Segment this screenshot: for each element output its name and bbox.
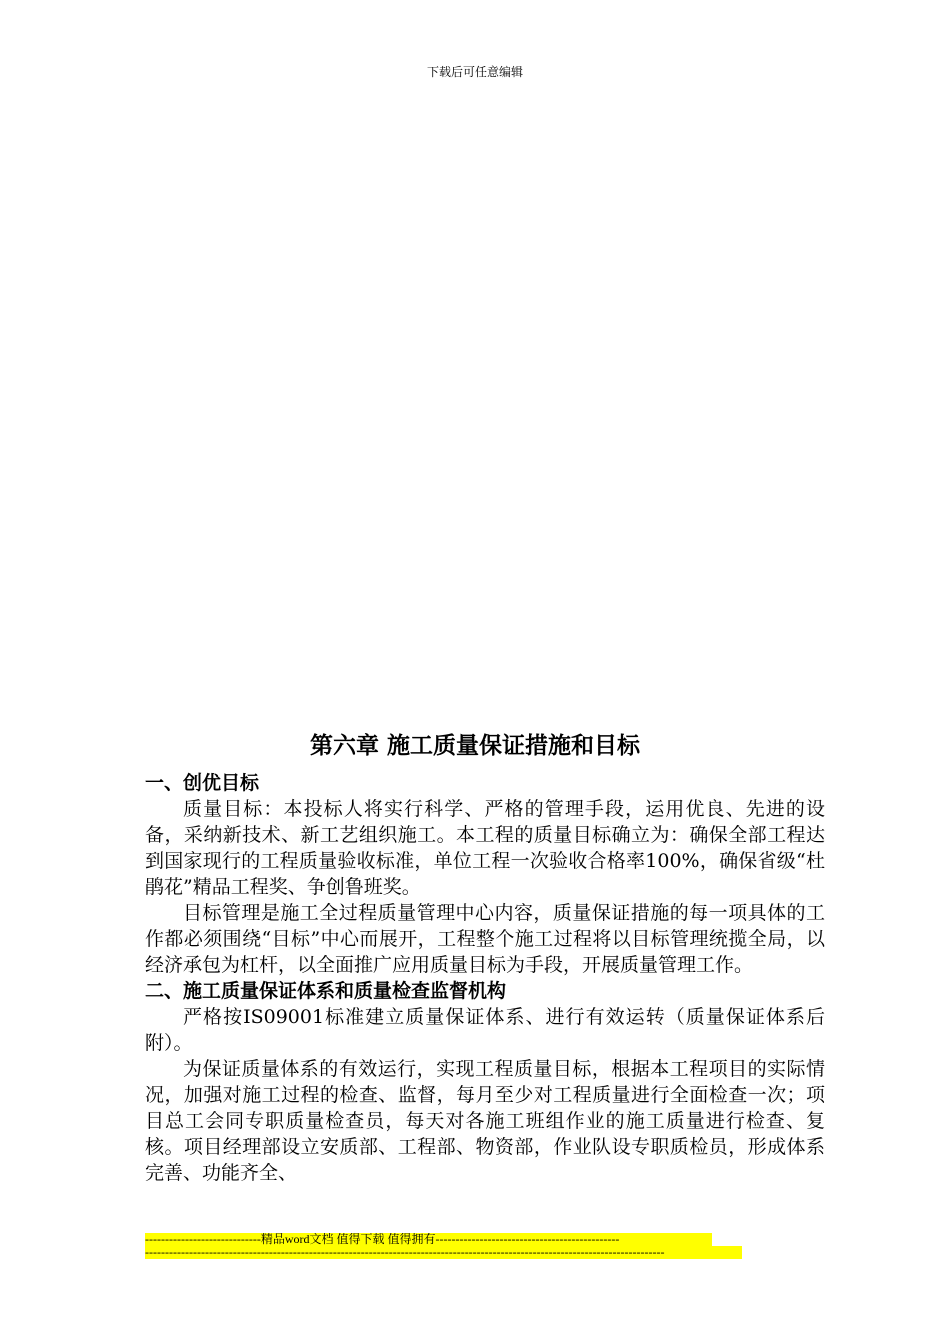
document-body [145, 770, 825, 1186]
footer-banner-line: -----------------------------精品word文档 值得下载 值得拥有---------------------------------------------- [145, 1233, 712, 1246]
paragraph: 为保证质量体系的有效运行，实现工程质量目标，根据本工程项目的实际情况，加强对施工过程的检查、监督，每月至少对工程质量进行全面检查一次；项目总工会同专职质量检查员，每天对各施工班组作业的施工质量进行检查、复核。项目经理部设立安质部、工程部、物资部，作业队设专职质检员，形成体系完善、功能齐全、 [145, 1058, 825, 1184]
chapter-title: 第六章 施工质量保证措施和目标 [309, 733, 640, 759]
section-quality-system [145, 978, 825, 1186]
page-header-note: 下载后可任意编辑 [426, 65, 523, 79]
paragraph: 目标管理是施工全过程质量管理中心内容，质量保证措施的每一项具体的工作都必须围绕“目标”中心而展开，工程整个施工过程将以目标管理统揽全局，以经济承包为杠杆，以全面推广应用质量目标为手段，开展质量管理工作。 [145, 902, 825, 976]
section-quality-goal [145, 770, 825, 978]
paragraph: 严格按IS09001标准建立质量保证体系、进行有效运转（质量保证体系后附）。 [145, 1006, 825, 1054]
footer-banner-line: ---------------------------------------------------------------------------------------------------------------------------------- [145, 1246, 742, 1259]
section-heading: 一、创优目标 [145, 772, 260, 794]
section-heading: 二、施工质量保证体系和质量检查监督机构 [145, 980, 507, 1002]
paragraph: 质量目标：本投标人将实行科学、严格的管理手段，运用优良、先进的设备，采纳新技术、新工艺组织施工。本工程的质量目标确立为：确保全部工程达到国家现行的工程质量验收标准，单位工程一次验收合格率100%，确保省级“杜鹃花”精品工程奖、争创鲁班奖。 [145, 798, 825, 898]
